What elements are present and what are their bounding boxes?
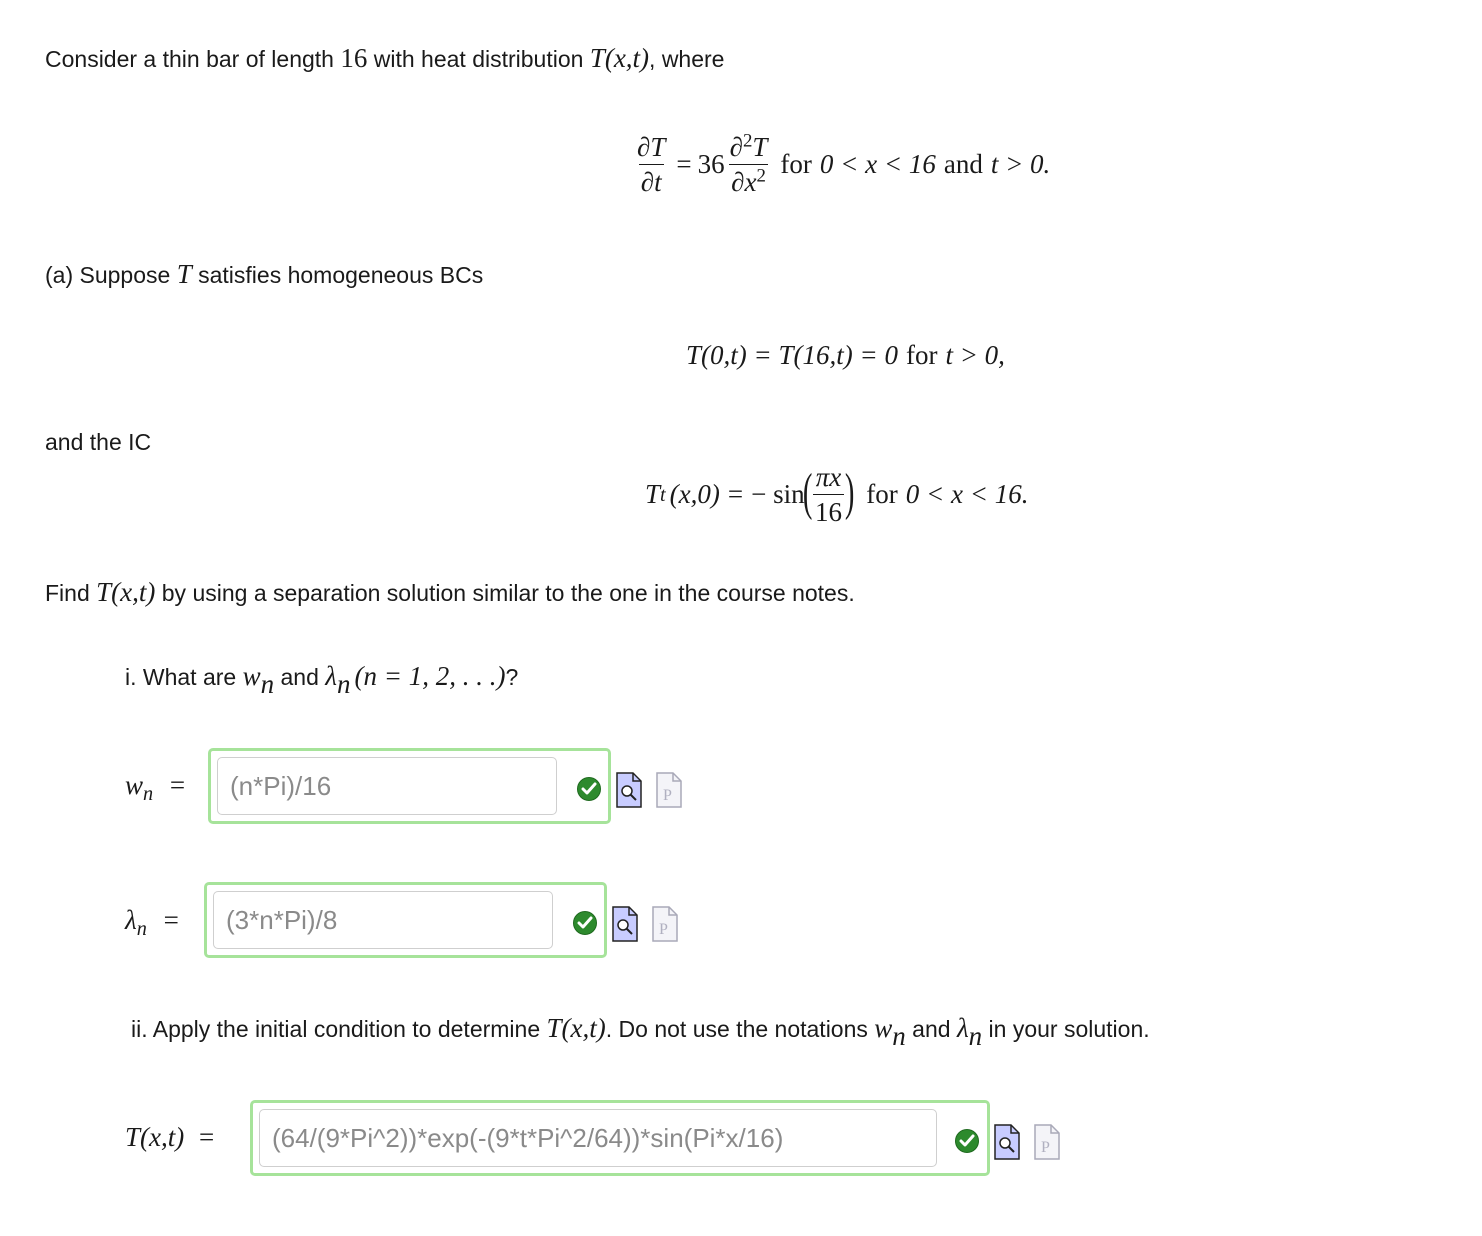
ic-minus-sin: − sin bbox=[751, 479, 805, 509]
question-i bbox=[125, 661, 519, 700]
pdf-icon[interactable] bbox=[1034, 1124, 1058, 1160]
check-icon bbox=[573, 911, 597, 935]
ic-fraction bbox=[813, 462, 844, 527]
svg-text:P: P bbox=[659, 921, 668, 938]
preview-icon[interactable] bbox=[616, 772, 640, 808]
lambda-label bbox=[125, 905, 179, 941]
T-answer-box bbox=[250, 1100, 990, 1176]
pdf-icon[interactable] bbox=[656, 772, 680, 808]
find-suffix: by using a separation solution similar to the one in the course notes. bbox=[155, 580, 855, 606]
bc-expr: T(0,t) = T(16,t) = 0 bbox=[686, 340, 898, 370]
lambda-label-l: λ bbox=[125, 905, 137, 935]
q2-lambda-sub: n bbox=[968, 1021, 983, 1052]
q1-suffix: ? bbox=[505, 664, 519, 690]
T-input[interactable]: (64/(9*Pi^2))*exp(-(9*t*Pi^2/64))*sin(Pi*x/16) bbox=[259, 1109, 937, 1167]
ic-for: for bbox=[866, 479, 898, 509]
pde-rhs-num-pow: 2 bbox=[742, 130, 753, 152]
preview-icon[interactable] bbox=[612, 906, 636, 942]
intro-func: T(x,t) bbox=[589, 43, 650, 73]
pde-rhs-den-d: ∂x bbox=[731, 167, 757, 197]
q1-prefix: i. What are bbox=[125, 664, 243, 690]
ic-num: πx bbox=[815, 462, 842, 492]
q2-w-sub: n bbox=[892, 1021, 906, 1052]
ic-left-paren: ( bbox=[802, 463, 813, 521]
and-ic-label: and the IC bbox=[45, 429, 152, 455]
ic-equals: = bbox=[727, 479, 744, 509]
pde-cond-for: for bbox=[780, 149, 812, 179]
svg-text:P: P bbox=[1041, 1139, 1050, 1156]
ic-lhs-args: (x,0) bbox=[669, 479, 720, 509]
q1-w-sub: n bbox=[260, 669, 275, 700]
wn-label-w: w bbox=[125, 770, 144, 800]
q2-lambda: λ bbox=[956, 1013, 969, 1043]
question-ii bbox=[131, 1013, 1150, 1052]
wn-answer-box bbox=[208, 748, 611, 824]
part-a-suffix: satisfies homogeneous BCs bbox=[191, 262, 484, 288]
pde-rhs-den bbox=[729, 164, 768, 197]
check-icon bbox=[577, 777, 601, 801]
lambda-equals: = bbox=[163, 905, 179, 935]
ic-right-paren: ) bbox=[844, 463, 855, 521]
intro-text-after: , where bbox=[649, 46, 725, 72]
pdf-icon[interactable] bbox=[652, 906, 676, 942]
pde-rhs-num bbox=[728, 132, 770, 164]
pde-coef: 36 bbox=[697, 149, 725, 179]
q2-and: and bbox=[905, 1016, 957, 1042]
pde-lhs-num: ∂T bbox=[637, 132, 666, 162]
intro-length: 16 bbox=[340, 43, 368, 73]
wn-label bbox=[125, 770, 186, 806]
q2-func: T(x,t) bbox=[546, 1013, 606, 1043]
T-label bbox=[125, 1122, 214, 1153]
pde-lhs-fraction bbox=[635, 132, 667, 197]
wn-equals: = bbox=[169, 770, 186, 800]
pde-cond-range: 0 < x < 16 bbox=[819, 149, 936, 179]
ic-den: 16 bbox=[813, 494, 844, 527]
pde-lhs-den: ∂t bbox=[639, 164, 664, 197]
intro-line bbox=[45, 44, 724, 73]
lambda-label-sub: n bbox=[136, 918, 147, 941]
q1-lambda: λ bbox=[325, 661, 337, 691]
pde-cond-and: and bbox=[943, 149, 983, 179]
intro-text-before: Consider a thin bar of length bbox=[45, 46, 341, 72]
pde-rhs-num-T: T bbox=[752, 132, 768, 162]
ic-cond: 0 < x < 16. bbox=[905, 479, 1029, 509]
pde-rhs-num-d: ∂ bbox=[729, 132, 743, 162]
pde-cond-time: t > 0. bbox=[990, 149, 1051, 179]
q1-w: w bbox=[242, 661, 261, 691]
q2-w: w bbox=[874, 1013, 893, 1043]
preview-icon[interactable] bbox=[994, 1124, 1018, 1160]
T-equals: = bbox=[198, 1122, 215, 1152]
pde-equation bbox=[632, 132, 1050, 197]
find-prefix: Find bbox=[45, 580, 97, 606]
lambda-answer-box bbox=[204, 882, 607, 958]
part-a-line bbox=[45, 260, 483, 289]
check-icon bbox=[955, 1129, 979, 1153]
wn-label-sub: n bbox=[143, 783, 154, 806]
bc-for: for bbox=[905, 340, 938, 370]
q2-suffix: in your solution. bbox=[982, 1016, 1150, 1042]
pde-rhs-den-pow: 2 bbox=[756, 165, 766, 187]
ic-lhs-T: T bbox=[645, 479, 661, 509]
T-label-text: T(x,t) bbox=[125, 1122, 185, 1152]
find-func: T(x,t) bbox=[96, 577, 156, 607]
q2-prefix: ii. Apply the initial condition to determine bbox=[131, 1016, 547, 1042]
wn-input[interactable]: (n*Pi)/16 bbox=[217, 757, 557, 815]
pde-rhs-fraction bbox=[728, 132, 770, 197]
part-a-var: T bbox=[176, 259, 192, 289]
part-a-prefix: (a) Suppose bbox=[45, 262, 177, 288]
bc-equation bbox=[686, 340, 1005, 371]
pde-equals: = bbox=[676, 149, 692, 179]
bc-cond: t > 0, bbox=[945, 340, 1005, 370]
lambda-input[interactable]: (3*n*Pi)/8 bbox=[213, 891, 553, 949]
q2-mid: . Do not use the notations bbox=[605, 1016, 875, 1042]
find-line bbox=[45, 578, 855, 607]
ic-equation: T t (x,0) = − sin ( $\frac{\pi x}{16}$ ) for 0 < x < 16. bbox=[645, 462, 1029, 527]
svg-text:P: P bbox=[663, 787, 672, 804]
intro-text-mid: with heat distribution bbox=[367, 46, 590, 72]
q1-lambda-sub: n bbox=[336, 669, 351, 700]
q1-range: (n = 1, 2, . . .) bbox=[354, 661, 506, 691]
q1-and: and bbox=[274, 664, 326, 690]
